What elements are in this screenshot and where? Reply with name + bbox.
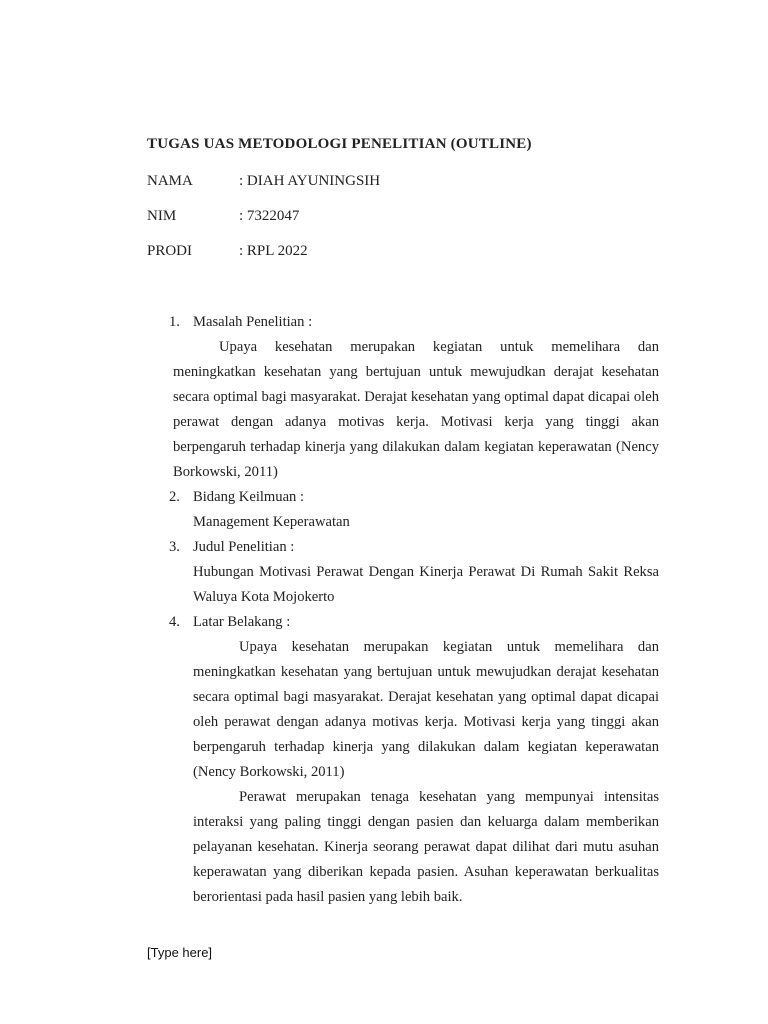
list-item [147,485,659,535]
document-title: TUGAS UAS METODOLOGI PENELITIAN (OUTLINE) [147,136,532,152]
list-item [147,535,659,610]
meta-value: : RPL 2022 [239,243,308,259]
paragraph: Upaya kesehatan merupakan kegiatan untuk memelihara dan meningkatkan kesehatan yang bertujuan untuk mewujudkan derajat kesehatan secara optimal bagi masyarakat. Derajat kesehatan yang optimal dapat dicapai oleh perawat dengan adanya motivas kerja. Motivasi kerja yang tinggi akan berpengaruh terhadap kinerja yang dilakukan dalam kegiatan keperawatan (Nency Borkowski, 2011) [193,639,659,780]
meta-label: NAMA [147,173,193,189]
paragraph: Management Keperawatan [193,514,350,530]
list-item [147,310,659,485]
meta-value: : DIAH AYUNINGSIH [239,173,381,189]
section-heading: Masalah Penelitian : [193,314,313,330]
paragraph: Perawat merupakan tenaga kesehatan yang mempunyai intensitas interaksi yang paling tinggi dengan pasien dan keluarga dalam memberikan pelayanan kesehatan. Kinerja seorang perawat dapat dilihat dari mutu asuhan keperawatan yang diberikan kepada pasien. Asuhan keperawatan berkualitas berorientasi pada hasil pasien yang lebih baik. [193,789,659,905]
meta-label: PRODI [147,243,193,259]
list-number: 1. [169,314,180,330]
section-body [173,335,659,485]
list-number: 2. [169,489,180,505]
list-number: 4. [169,614,180,630]
footer-placeholder[interactable]: [Type here] [147,945,213,960]
list-number: 3. [169,539,180,555]
paragraph: Upaya kesehatan merupakan kegiatan untuk memelihara dan meningkatkan kesehatan yang bertujuan untuk mewujudkan derajat kesehatan secara optimal bagi masyarakat. Derajat kesehatan yang optimal dapat dicapai oleh perawat dengan adanya motivas kerja. Motivasi kerja yang tinggi akan berpengaruh terhadap kinerja yang dilakukan dalam kegiatan keperawatan (Nency Borkowski, 2011) [173,339,659,480]
meta-value: : 7322047 [239,208,300,224]
paragraph: Hubungan Motivasi Perawat Dengan Kinerja Perawat Di Rumah Sakit Reksa Waluya Kota Mojokerto [193,564,659,605]
section-heading: Latar Belakang : [193,614,291,630]
meta-label: NIM [147,208,177,224]
section-heading: Bidang Keilmuan : [193,489,305,505]
section-heading: Judul Penelitian : [193,539,295,555]
outline-list [147,310,659,910]
list-item [147,610,659,910]
